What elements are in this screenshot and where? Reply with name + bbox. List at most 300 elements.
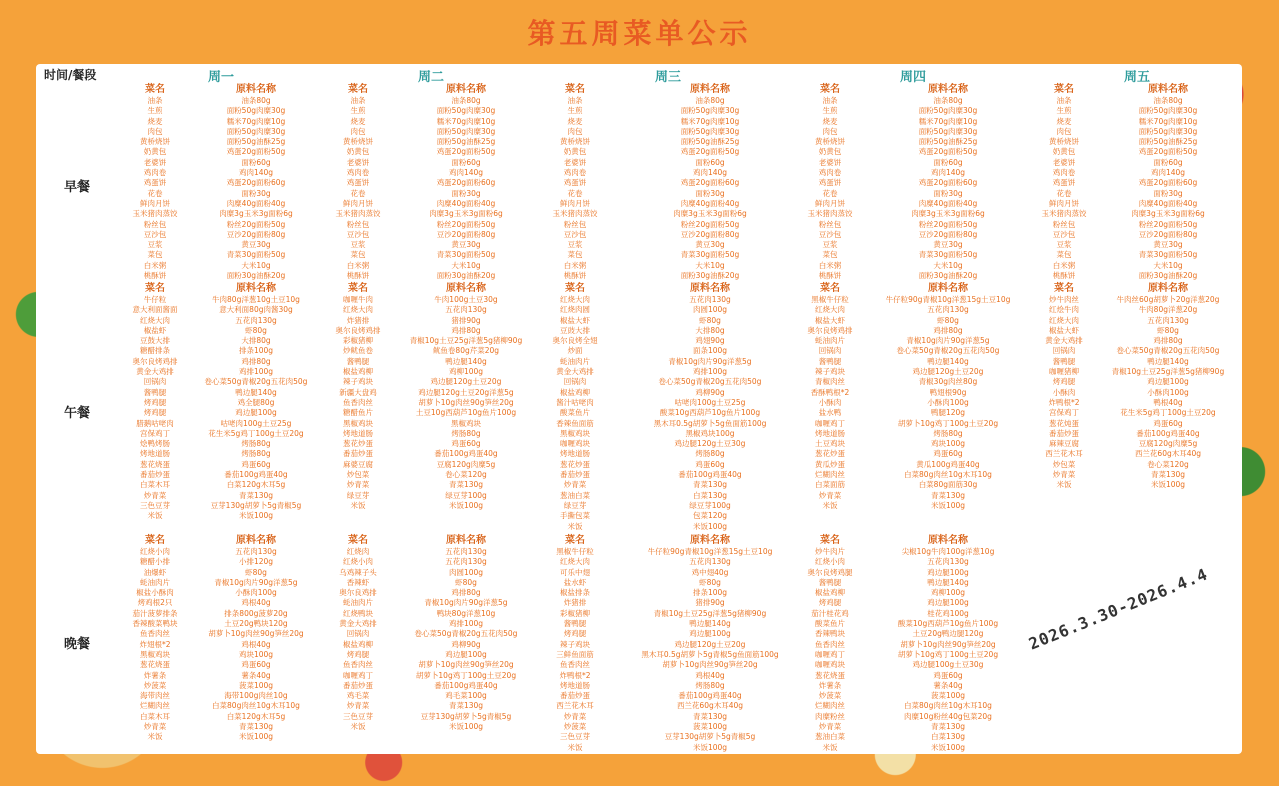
ingredient-item: 鸡蛋20g面粉60g [226, 178, 286, 188]
ingredient-item: 面粉50g肉糜30g [918, 126, 978, 136]
ingredient-item: 豆腐120g肉糜5g [1138, 439, 1198, 449]
ingredient-item: 鸡肉140g [448, 168, 484, 178]
dish-name: 奶黄包 [818, 147, 842, 157]
ingredient-item: 鸡蛋20g面粉50g [436, 147, 496, 157]
dish-name: 烤鸡腿 [143, 408, 167, 418]
dish-name: 鸡肉卷 [346, 168, 370, 178]
ingredient-item: 鸡柳100g [448, 367, 484, 377]
ingredient-item: 米饭100g [692, 521, 728, 531]
ingredient-item: 糯米70g肉糜10g [1138, 116, 1198, 126]
ingredient-item: 薯条40g [241, 670, 271, 680]
dish-name: 回锅肉 [563, 377, 587, 387]
page-title: 第五周菜单公示 [527, 17, 752, 50]
dish-name: 烧麦 [350, 116, 366, 126]
dish-name: 蚝油肉片 [343, 598, 373, 608]
ingredient-item: 白菜120g木耳5g [226, 480, 286, 490]
dish-name: 烂糊肉丝 [815, 470, 845, 480]
dish-name: 白米粥 [346, 260, 370, 270]
ingredient-item: 青菜130g [930, 490, 966, 500]
ingredient-item: 鸡毛菜100g [445, 691, 487, 701]
ingredient-item: 鸡肉140g [930, 168, 966, 178]
dish-name: 椒盐大虾 [560, 315, 590, 325]
ingredient-item: 咕咾肉100g土豆25g [220, 418, 292, 428]
dish-name: 桃酥饼 [818, 271, 842, 281]
ingredient-item: 肉糜40g面粉40g [918, 198, 978, 208]
ingredient-item: 面粉50g肉糜30g [226, 126, 286, 136]
ingredient-item: 糯米70g肉糜10g [918, 116, 978, 126]
ingredient-item: 鸡肉140g [1150, 168, 1186, 178]
dish-name: 黑椒鸡块 [343, 418, 373, 428]
ingredient-item: 番茄100g鸡蛋40g [1136, 428, 1200, 438]
ingredient-item: 青菜30g面粉50g [1138, 250, 1198, 260]
ingredient-item: 青椒10g肉片90g洋葱5g [214, 577, 298, 587]
dish-name: 白米粥 [143, 260, 167, 270]
ingredient-item: 鸡柳90g [695, 387, 725, 397]
ingredient-item: 鸭边腿140g [235, 387, 277, 397]
dish-name: 烤地道肠 [140, 449, 170, 459]
dish-name: 回锅肉 [143, 377, 167, 387]
dish-name: 手撕包菜 [560, 511, 590, 521]
ingredient-item: 粉丝20g面粉50g [680, 219, 740, 229]
ingredient-item: 鸡排100g [448, 619, 484, 629]
ingredient-item: 黄豆30g [695, 240, 725, 250]
ingredient-item: 肉糜40g面粉40g [1138, 198, 1198, 208]
dish-name: 鸡毛菜 [346, 691, 370, 701]
dish-name: 酱鸭腿 [818, 577, 842, 587]
dish-name: 香辣虾 [346, 577, 370, 587]
ingredient-item: 粉丝20g面粉50g [1138, 219, 1198, 229]
dish-name: 炒青菜 [563, 480, 587, 490]
dish-name: 烤鸡腿 [818, 598, 842, 608]
dish-name: 咖喱鸡丁 [343, 670, 373, 680]
dish-name: 黑椒牛仔粒 [811, 295, 849, 304]
dish-name: 红烧鸭块 [343, 608, 373, 618]
ingredient-item: 肉圆100g [448, 567, 484, 577]
dish-name: 米饭 [147, 732, 163, 742]
ingredient-item: 青菜30g面粉50g [918, 250, 978, 260]
dish-name: 肉糜粉丝 [815, 711, 845, 721]
ingredient-item: 米饭100g [930, 500, 966, 510]
ingredient-item: 番茄100g鸡蛋40g [678, 691, 742, 701]
ingredient-item: 鸡排80g [451, 588, 481, 598]
ingredient-item: 鸭边腿140g [927, 356, 969, 366]
ingredient-column [838, 535, 1058, 753]
dish-name: 椒盐大虾 [1049, 325, 1079, 335]
dish-name: 米饭 [350, 500, 366, 510]
dish-name: 盐水虾 [563, 577, 587, 587]
ingredient-item: 鸡柳100g [930, 588, 966, 598]
ingredient-item: 酸菜10g西葫芦10g鱼片100g [897, 619, 999, 629]
ingredient-item: 鸡肉140g [238, 168, 274, 178]
ingredient-item: 排条100g [238, 346, 274, 356]
ingredient-item: 鸡肉140g [692, 168, 728, 178]
ingredient-item: 虾80g [245, 567, 267, 577]
ingredient-item: 小酥肉100g [235, 588, 277, 598]
ingredient-item: 豆沙20g面粉80g [680, 229, 740, 239]
ingredient-item: 米饭100g [448, 500, 484, 510]
ingredient-item: 白菜80g肉丝10g木耳10g [904, 701, 992, 711]
dish-name: 奥尔良烤鸡排 [132, 356, 178, 366]
dish-name: 椒盐虾 [143, 325, 167, 335]
dish-name: 花卷 [567, 188, 583, 198]
ingredient-item: 胡萝卜10g鸡丁100g土豆20g [415, 670, 517, 680]
dish-name: 黄金大鸡排 [136, 367, 174, 377]
ingredient-item: 鸡蛋20g面粉50g [1138, 147, 1198, 157]
ingredient-item: 鸡排100g [692, 367, 728, 377]
ingredient-item: 粉丝20g面粉50g [436, 219, 496, 229]
ingredient-item: 鸡蛋60g [1153, 418, 1183, 428]
ingredient-item: 青菜130g [1150, 470, 1186, 480]
ingredient-item: 大米10g [933, 260, 963, 270]
ingredient-item: 意大利面80g肉酱30g [219, 305, 293, 315]
ingredient-column [1068, 283, 1268, 491]
ingredient-item: 青菜130g [448, 701, 484, 711]
ingredient-item: 白菜80g肉丝10g木耳10g [212, 701, 300, 711]
dish-name: 红烧肉圆 [560, 305, 590, 315]
ingredient-item: 卷心菜50g青椒20g五花肉50g [1116, 346, 1220, 356]
dish-name: 三色豆芽 [560, 732, 590, 742]
ingredient-item: 面粉50g肉糜30g [680, 126, 740, 136]
ingredient-item: 肉糜40g面粉40g [436, 198, 496, 208]
dish-name: 红烧肉 [346, 547, 370, 556]
dish-column-header: 菜名 [820, 84, 840, 95]
ingredient-item: 大排80g [241, 336, 271, 346]
dish-name: 咖喱鸡丁 [815, 418, 845, 428]
ingredient-item: 面粉50g油酥25g [680, 137, 740, 147]
dish-name: 豆沙包 [346, 229, 370, 239]
ingredient-item: 米饭100g [930, 742, 966, 752]
dish-name: 豆豉大排 [560, 325, 590, 335]
ingredient-item: 烤肠80g [933, 428, 963, 438]
dish-name: 糖醋小排 [140, 557, 170, 567]
ingredient-item: 牛肉100g土豆30g [434, 295, 498, 304]
ingredient-item: 面条100g [692, 346, 728, 356]
ingredient-item: 面粉30g油酥20g [1138, 271, 1198, 281]
dish-name: 烤鸡腿 [563, 629, 587, 639]
dish-name: 炒面 [567, 346, 583, 356]
day-header-mon: 周一 [208, 70, 235, 85]
dish-name: 米饭 [567, 521, 583, 531]
dish-name: 香辣酸菜鸭块 [132, 619, 178, 629]
dish-name: 奶黄包 [1052, 147, 1076, 157]
ingredient-column-header: 原料名称 [690, 84, 730, 95]
dish-name: 鲜肉月饼 [343, 198, 373, 208]
dish-name: 白米粥 [1052, 260, 1076, 270]
ingredient-item: 面粉60g [1153, 157, 1183, 167]
ingredient-item: 胡萝卜10g肉丝90g笋丝20g [418, 660, 514, 670]
ingredient-item: 五花肉130g [235, 315, 277, 325]
ingredient-item: 牛仔粒90g青椒10g洋葱15g土豆10g [647, 547, 773, 556]
ingredient-column-header: 原料名称 [928, 84, 968, 95]
dish-name: 鸡蛋饼 [143, 178, 167, 188]
ingredient-column-header: 原料名称 [928, 535, 968, 546]
ingredient-column [1068, 84, 1268, 281]
dish-name: 酱鸭腿 [818, 356, 842, 366]
dish-name: 豆浆 [1056, 240, 1072, 250]
ingredient-item: 鸡柳90g [451, 639, 481, 649]
ingredient-item: 豆沙20g面粉80g [1138, 229, 1198, 239]
ingredient-item: 鱿鱼卷80g芹菜20g [432, 346, 500, 356]
dish-name: 鱼香肉丝 [815, 639, 845, 649]
dish-name: 肉包 [822, 126, 838, 136]
dish-name: 黄桥烧饼 [560, 137, 590, 147]
dish-name: 黄金大鸡排 [339, 619, 377, 629]
ingredient-item: 青菜130g [930, 722, 966, 732]
ingredient-item: 鸡边腿120g土豆20g [430, 377, 502, 387]
dish-name: 油条 [822, 96, 838, 105]
dish-name: 米饭 [147, 511, 163, 521]
ingredient-item: 土豆20g鸭边腿120g [912, 629, 984, 639]
dish-name: 红烧大肉 [560, 557, 590, 567]
ingredient-item: 胡萝卜10g肉丝90g笋丝20g [418, 397, 514, 407]
ingredient-item: 鸡蛋60g [241, 459, 271, 469]
dish-name: 酱汁咕咾肉 [556, 397, 594, 407]
dish-name: 黄桥烧饼 [140, 137, 170, 147]
dish-name: 红烧大肉 [140, 315, 170, 325]
ingredient-item: 鸡蛋60g [241, 660, 271, 670]
ingredient-item: 五花肉130g [235, 547, 277, 556]
dish-column-header: 菜名 [820, 283, 840, 294]
ingredient-item: 米饭100g [238, 511, 274, 521]
dish-name: 香辣鱼面筋 [556, 418, 594, 428]
ingredient-item: 青菜30g面粉50g [680, 250, 740, 260]
dish-name: 奶黄包 [563, 147, 587, 157]
dish-name: 炸薯条 [143, 670, 167, 680]
ingredient-item: 面粉30g油酥20g [436, 271, 496, 281]
ingredient-item: 牛仔粒90g青椒10g洋葱15g土豆10g [885, 295, 1011, 304]
ingredient-item: 肉糜10g粉丝40g包菜20g [904, 711, 992, 721]
dish-name: 豆浆 [350, 240, 366, 250]
dish-name: 回锅肉 [1052, 346, 1076, 356]
ingredient-item: 黄豆30g [933, 240, 963, 250]
ingredient-item: 鸭块80g洋葱10g [436, 608, 496, 618]
dish-name: 菜包 [822, 250, 838, 260]
ingredient-item: 面粉50g肉糜30g [226, 106, 286, 116]
dish-name: 腊鹅咕咾肉 [136, 418, 174, 428]
ingredient-item: 菠菜100g [930, 691, 966, 701]
dish-name: 花卷 [147, 188, 163, 198]
dish-name: 椒盐鸡柳 [815, 588, 845, 598]
dish-name: 茄汁桂花鸡 [811, 608, 849, 618]
dish-name: 葱花烧蛋 [815, 670, 845, 680]
ingredient-item: 青菜30g面粉50g [436, 250, 496, 260]
dish-name: 鱼香肉丝 [343, 397, 373, 407]
ingredient-item: 鸡排80g [451, 325, 481, 335]
ingredient-item: 面粉50g肉糜30g [918, 106, 978, 116]
dish-name: 玉米猪肉蒸饺 [552, 209, 598, 219]
ingredient-item: 鸡块100g [930, 439, 966, 449]
dish-name: 黄桥烧饼 [815, 137, 845, 147]
dish-name: 菜包 [147, 250, 163, 260]
dish-name: 鸡肉卷 [818, 168, 842, 178]
dish-name: 葱油白菜 [560, 490, 590, 500]
dish-name: 土豆鸡块 [815, 439, 845, 449]
ingredient-item: 豆沙20g面粉80g [918, 229, 978, 239]
dish-name: 回锅肉 [346, 629, 370, 639]
ingredient-item: 肉糜3g玉米3g面粉6g [429, 209, 503, 219]
ingredient-item: 五花肉130g [689, 295, 731, 304]
dish-name: 炒青菜 [346, 701, 370, 711]
ingredient-item: 鸡蛋60g [695, 459, 725, 469]
ingredient-item: 海带100g肉丝10g [224, 691, 288, 701]
dish-name: 炸猪排 [563, 598, 587, 608]
ingredient-item: 糯米70g肉糜10g [436, 116, 496, 126]
ingredient-item: 咕咾肉100g土豆25g [674, 397, 746, 407]
dish-name: 咖喱鸡丁 [815, 649, 845, 659]
ingredient-item: 豆腐120g肉糜5g [436, 459, 496, 469]
ingredient-item: 面粉30g [933, 188, 963, 198]
ingredient-item: 鸡蛋20g面粉60g [436, 178, 496, 188]
dish-name: 糖醋鱼片 [343, 408, 373, 418]
ingredient-item: 面粉50g油酥25g [918, 137, 978, 147]
dish-name: 红烧大肉 [343, 305, 373, 315]
ingredient-item: 绿豆芽100g [689, 500, 731, 510]
dish-name: 酸菜鱼片 [815, 619, 845, 629]
dish-name: 黑椒牛仔粒 [556, 547, 594, 556]
dish-name: 肉包 [567, 126, 583, 136]
dish-name: 玉米猪肉蒸饺 [335, 209, 381, 219]
ingredient-item: 虾80g [1157, 325, 1179, 335]
ingredient-item: 青菜30g面粉50g [226, 250, 286, 260]
ingredient-item: 小排120g [238, 557, 274, 567]
dish-name: 鸡蛋饼 [563, 178, 587, 188]
dish-name: 奥尔良烤鸡排 [335, 325, 381, 335]
ingredient-item: 鸡全腿80g [237, 397, 275, 407]
dish-name: 麻婆豆腐 [343, 459, 373, 469]
dish-name: 炒菠菜 [563, 722, 587, 732]
ingredient-item: 油条80g [1153, 96, 1183, 105]
dish-name: 鸡蛋饼 [1052, 178, 1076, 188]
dish-name: 老婆饼 [346, 157, 370, 167]
ingredient-item: 米饭100g [1150, 480, 1186, 490]
ingredient-item: 油条80g [241, 96, 271, 105]
dish-name: 牛仔粒 [143, 295, 167, 304]
dish-column-header: 菜名 [1054, 84, 1074, 95]
ingredient-item: 面粉30g [695, 188, 725, 198]
dish-name: 番茄炒蛋 [560, 691, 590, 701]
ingredient-item: 虾80g [699, 577, 721, 587]
dish-name: 彩椒猪柳 [343, 336, 373, 346]
dish-name: 蚝油肉片 [560, 356, 590, 366]
ingredient-item: 番茄100g鸡蛋40g [224, 470, 288, 480]
dish-name: 炒包菜 [1052, 459, 1076, 469]
ingredient-item: 五花肉130g [927, 305, 969, 315]
meal-label: 晚餐 [64, 637, 91, 652]
ingredient-item: 牛肉丝60g胡萝卜20g洋葱20g [1116, 295, 1220, 304]
ingredient-item: 面粉60g [933, 157, 963, 167]
ingredient-item: 烤肠80g [241, 439, 271, 449]
dish-name: 油条 [567, 96, 583, 105]
dish-name: 炒包菜 [346, 470, 370, 480]
ingredient-item: 豆芽130g胡萝卜5g青椒5g [210, 500, 302, 510]
dish-name: 老婆饼 [143, 157, 167, 167]
ingredient-item: 豆芽130g胡萝卜5g青椒5g [420, 711, 512, 721]
ingredient-item: 肉糜3g玉米3g面粉6g [673, 209, 747, 219]
dish-column-header: 菜名 [565, 84, 585, 95]
dish-name: 白菜木耳 [140, 711, 170, 721]
dish-name: 椒盐鸡柳 [560, 387, 590, 397]
ingredient-item: 菠菜100g [692, 722, 728, 732]
dish-name: 奶黄包 [346, 147, 370, 157]
dish-name: 茄汁菠萝排条 [132, 608, 178, 618]
dish-name: 小酥肉 [818, 397, 842, 407]
dish-name: 生煎 [350, 106, 366, 116]
dish-name: 鸡蛋饼 [818, 178, 842, 188]
ingredient-item: 鸡蛋60g [933, 670, 963, 680]
ingredient-item: 肉糜40g面粉40g [680, 198, 740, 208]
dish-name: 豆浆 [147, 240, 163, 250]
dish-name: 奥尔良烤鸡排 [807, 325, 853, 335]
ingredient-item: 黄瓜100g鸡蛋40g [916, 459, 980, 469]
ingredient-item: 白菜80g肉丝10g木耳10g [904, 470, 992, 480]
ingredient-item: 卷心菜120g [1147, 459, 1189, 469]
ingredient-item: 鸭边腿140g [689, 619, 731, 629]
ingredient-item: 白菜130g [930, 732, 966, 742]
dish-name: 桃酥饼 [143, 271, 167, 281]
ingredient-item: 油条80g [451, 96, 481, 105]
ingredient-item: 鸡蛋60g [451, 439, 481, 449]
ingredient-item: 面粉60g [241, 157, 271, 167]
ingredient-column-header: 原料名称 [1148, 283, 1188, 294]
dish-name: 粉丝包 [818, 219, 842, 229]
dish-name: 炒牛肉片 [815, 547, 845, 556]
dish-name: 鱼香肉丝 [343, 660, 373, 670]
ingredient-item: 烤肠80g [241, 449, 271, 459]
meal-label: 午餐 [64, 406, 91, 421]
dish-name: 葱油白菜 [815, 732, 845, 742]
dish-name: 烤鸡腿 [143, 397, 167, 407]
dish-name: 奥尔良鸡排 [339, 588, 377, 598]
dish-name: 油爆虾 [143, 567, 167, 577]
ingredient-item: 鸭根40g [1153, 397, 1183, 407]
dish-name: 鲜肉月饼 [1049, 198, 1079, 208]
dish-name: 米饭 [350, 722, 366, 732]
ingredient-item: 小酥肉100g [1147, 387, 1189, 397]
dish-name: 回锅肉 [818, 346, 842, 356]
ingredient-item: 面粉50g油酥25g [436, 137, 496, 147]
ingredient-item: 尖椒10g牛肉100g洋葱10g [901, 547, 995, 556]
dish-name: 玉米猪肉蒸饺 [132, 209, 178, 219]
corner-header: 时间/餐段 [44, 68, 97, 82]
ingredient-column-header: 原料名称 [1148, 84, 1188, 95]
dish-name: 生煎 [1056, 106, 1072, 116]
ingredient-item: 大米10g [451, 260, 481, 270]
dish-name: 米饭 [822, 742, 838, 752]
ingredient-item: 鸡中翅40g [691, 567, 729, 577]
dish-column-header: 菜名 [565, 535, 585, 546]
ingredient-item: 卷心菜120g [445, 470, 487, 480]
day-header-thu: 周四 [900, 70, 927, 85]
ingredient-item: 黄豆30g [451, 240, 481, 250]
dish-name: 葱花炒蛋 [343, 439, 373, 449]
dish-name: 海带肉丝 [140, 691, 170, 701]
dish-name: 意大利面酱面 [132, 305, 178, 315]
ingredient-item: 青椒10g肉片90g洋葱5g [906, 336, 990, 346]
dish-name: 咖喱鸡块 [815, 660, 845, 670]
ingredient-item: 番茄100g鸡蛋40g [678, 470, 742, 480]
dish-name: 烤鸡腿 [1052, 377, 1076, 387]
dish-name: 炒青菜 [143, 490, 167, 500]
dish-name: 盐水鸭 [818, 408, 842, 418]
dish-name: 西兰花木耳 [556, 701, 594, 711]
ingredient-item: 虾80g [245, 325, 267, 335]
ingredient-item: 米饭100g [692, 742, 728, 752]
ingredient-item: 面粉50g肉糜30g [436, 106, 496, 116]
ingredient-item: 白菜130g [692, 490, 728, 500]
ingredient-item: 番茄100g鸡蛋40g [434, 680, 498, 690]
dish-name: 豆沙包 [818, 229, 842, 239]
dish-name: 炒青菜 [1052, 470, 1076, 480]
